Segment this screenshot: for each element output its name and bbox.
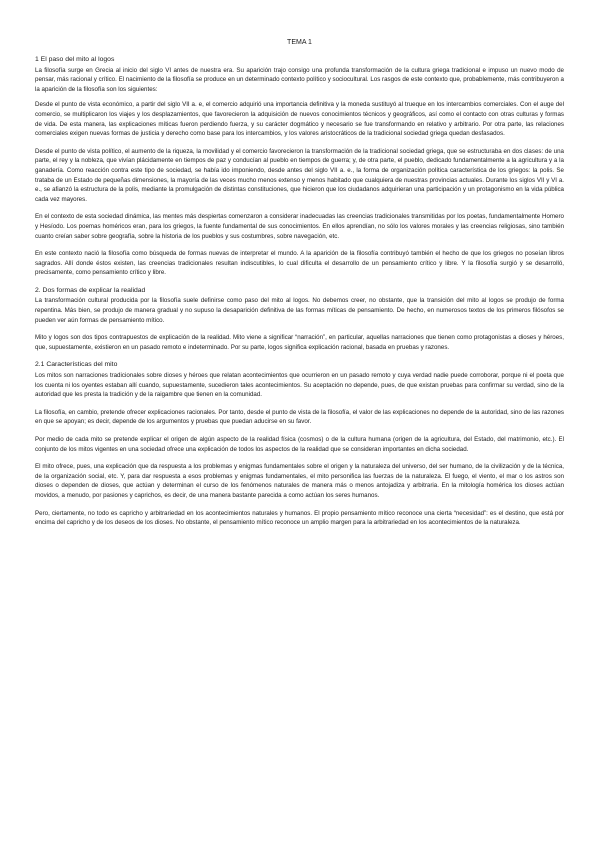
paragraph: En el contexto de esta sociedad dinámica, las mentes más despiertas comenzaron a considerar inadecuadas las creencias tradicionales transmitidas por los poetas, fundamentalmente Homero y Hesíodo. Los poemas homéricos eran, para los griegos, la fuente fundamental de sus conocimientos. En ellos aprendían, no sólo los valores morales y las creencias religiosas, sino también cuanto creían saber sobre geografía, sobre la historia de los pueblos y sus costumbres, sobre navegación, etc. (35, 213, 564, 240)
section-dos-formas (35, 286, 564, 353)
section-heading: 2.1 Características del mito (35, 361, 118, 369)
paragraph: La filosofía, en cambio, pretende ofrecer explicaciones racionales. Por tanto, desde el punto de vista de la filosofía, el valor de las explicaciones no depende de la autoridad, sino de las razones en que se apoyan; es decir, depende de los argumentos y pruebas que puedan aducirse en su favor. (35, 408, 564, 426)
paragraph: El mito ofrece, pues, una explicación que da respuesta a los problemas y enigmas fundamentales sobre el origen y la naturaleza del universo, del ser humano, de la civilización y de la técnica, de la organización social, etc. Y, para dar respuesta a esos problemas y enigmas fundamentales, el mito personifica las fuerzas de la naturaleza. El fuego, el viento, el mar o los astros son dioses o dependen de dioses, que actúan y determinan el curso de los fenómenos naturales de manera más o menos antojadiza y arbitraria. En la mitología homérica los dioses actúan movidos, a menudo, por pasiones y caprichos, es decir, de una manera bastante parecida a como actúan los seres humanos. (35, 463, 564, 499)
section-paso-mito-logos (35, 55, 564, 278)
paragraph: Los mitos son narraciones tradicionales sobre dioses y héroes que relatan acontecimientos que ocurrieron en un pasado remoto y cuya verdad nadie puede corroborar, porque ni el poeta que los cuenta ni los oyentes estaban allí cuando, supuestamente, sucedieron tales acontecimientos. Su aceptación no depende, pues, de que existan pruebas para confirmar su verdad, sino de la autoridad que les presta la tradición y de la raigambre que tienen en la comunidad. (35, 372, 564, 399)
paragraph: Desde el punto de vista económico, a partir del siglo VII a. e, el comercio adquirió una importancia definitiva y la moneda sustituyó al trueque en los intercambios comerciales. Con el auge del comercio, se multiplicaron los viajes y los desplazamientos, que favorecieron la adquisición de nuevos conocimientos técnicos y geográficos, así como el contacto con otras culturas y formas de vida. De esta manera, las explicaciones míticas fueron perdiendo fuerza, y su carácter dogmático y necesario se fue transformando en relativo y arbitrario. Por otra parte, las relaciones comerciales exigen nuevas formas de justicia y derecho como base para los intercambios, y los valores aristocráticos de la tradicional sociedad griega quedan desfasados. (35, 101, 564, 138)
paragraph: En este contexto nació la filosofía como búsqueda de formas nuevas de interpretar el mundo. A la aparición de la filosofía contribuyó también el hecho de que los griegos no poseían libros sagrados. Allí donde éstos existen, las creencias tradicionales resultan indiscutibles, lo cual dificulta el desarrollo de un pensamiento crítico y libre. Y la filosofía surgió y se desarrolló, precisamente, como pensamiento crítico y libre. (35, 250, 564, 277)
paragraph: Mito y logos son dos tipos contrapuestos de explicación de la realidad. Mito viene a significar “narración”, en particular, aquellas narraciones que tienen como protagonistas a dioses y héroes, que, supuestamente, existieron en un pasado remoto e indeterminado. Por su parte, logos significa explicación racional, basada en pruebas y razones. (35, 334, 564, 351)
paragraph: La transformación cultural producida por la filosofía suele definirse como paso del mito al logos. No debemos creer, no obstante, que la transición del mito al logos se produjo de forma repentina. Más bien, se produjo de manera gradual y no supuso la desaparición definitiva de las formas míticas de pensamiento. De hecho, en numerosos textos de los primeros filósofos se pueden ver aún formas de pensamiento mítico. (35, 297, 564, 324)
paragraph: Pero, ciertamente, no todo es capricho y arbitrariedad en los acontecimientos naturales y humanos. El propio pensamiento mítico reconoce una cierta “necesidad”: es el destino, que está por encima del capricho y de los deseos de los dioses. No obstante, el pensamiento mítico reconoce un amplio margen para la arbitrariedad en los acontecimientos de la naturaleza. (35, 509, 564, 527)
paragraph: La filosofía surge en Grecia al inicio del siglo VI antes de nuestra era. Su aparición trajo consigo una profunda transformación de la cultura griega tradicional e impuso un nuevo modo de pensar, más racional y crítico. El nacimiento de la filosofía se produce en un determinado contexto político y sociocultural. Los rasgos de este contexto que, probablemente, más contribuyeron a la aparición de la filosofía son los siguientes: (35, 66, 564, 93)
document-title: TEMA 1 (287, 39, 312, 46)
section-caracteristicas-mito (35, 360, 564, 527)
section-heading: 1 El paso del mito al logos (35, 56, 115, 63)
paragraph: Desde el punto de vista político, el aumento de la riqueza, la movilidad y el comercio favorecieron la transformación de la tradicional sociedad griega, que se estructuraba en dos clases: de una parte, el rey y la nobleza, que vivían plácidamente en tiempos de paz y conducían al pueblo en tiempos de guerra; y, de otra parte, el pueblo, dedicado fundamentalmente a la agricultura y a la ganadería. Como reacción contra este tipo de sociedad, se había ido imponiendo, desde antes del siglo VII a. e., la forma de organización política característica de los griegos: la polis. Se trataba de un Estado de pequeñas dimensiones, la mayoría de las veces mucho menos extenso y menos habitado que cualquiera de nuestras provincias actuales. Durante los siglos VII y VI a. e., se afianzó la estructura de la polis, mediante la promulgación de distintas constituciones, que hicieron que los ciudadanos adquirieran una participación y un protagonismo en la vida pública cada vez mayores. (35, 147, 564, 203)
section-heading: 2. Dos formas de explicar la realidad (35, 286, 146, 294)
paragraph: Por medio de cada mito se pretende explicar el origen de algún aspecto de la realidad física (cosmos) o de la cultura humana (origen de la agricultura, del Estado, del matrimonio, etc.). El conjunto de los mitos vigentes en una sociedad ofrece una explicación de todos los aspectos de la realidad que se consideran importantes en dicha sociedad. (35, 436, 564, 453)
